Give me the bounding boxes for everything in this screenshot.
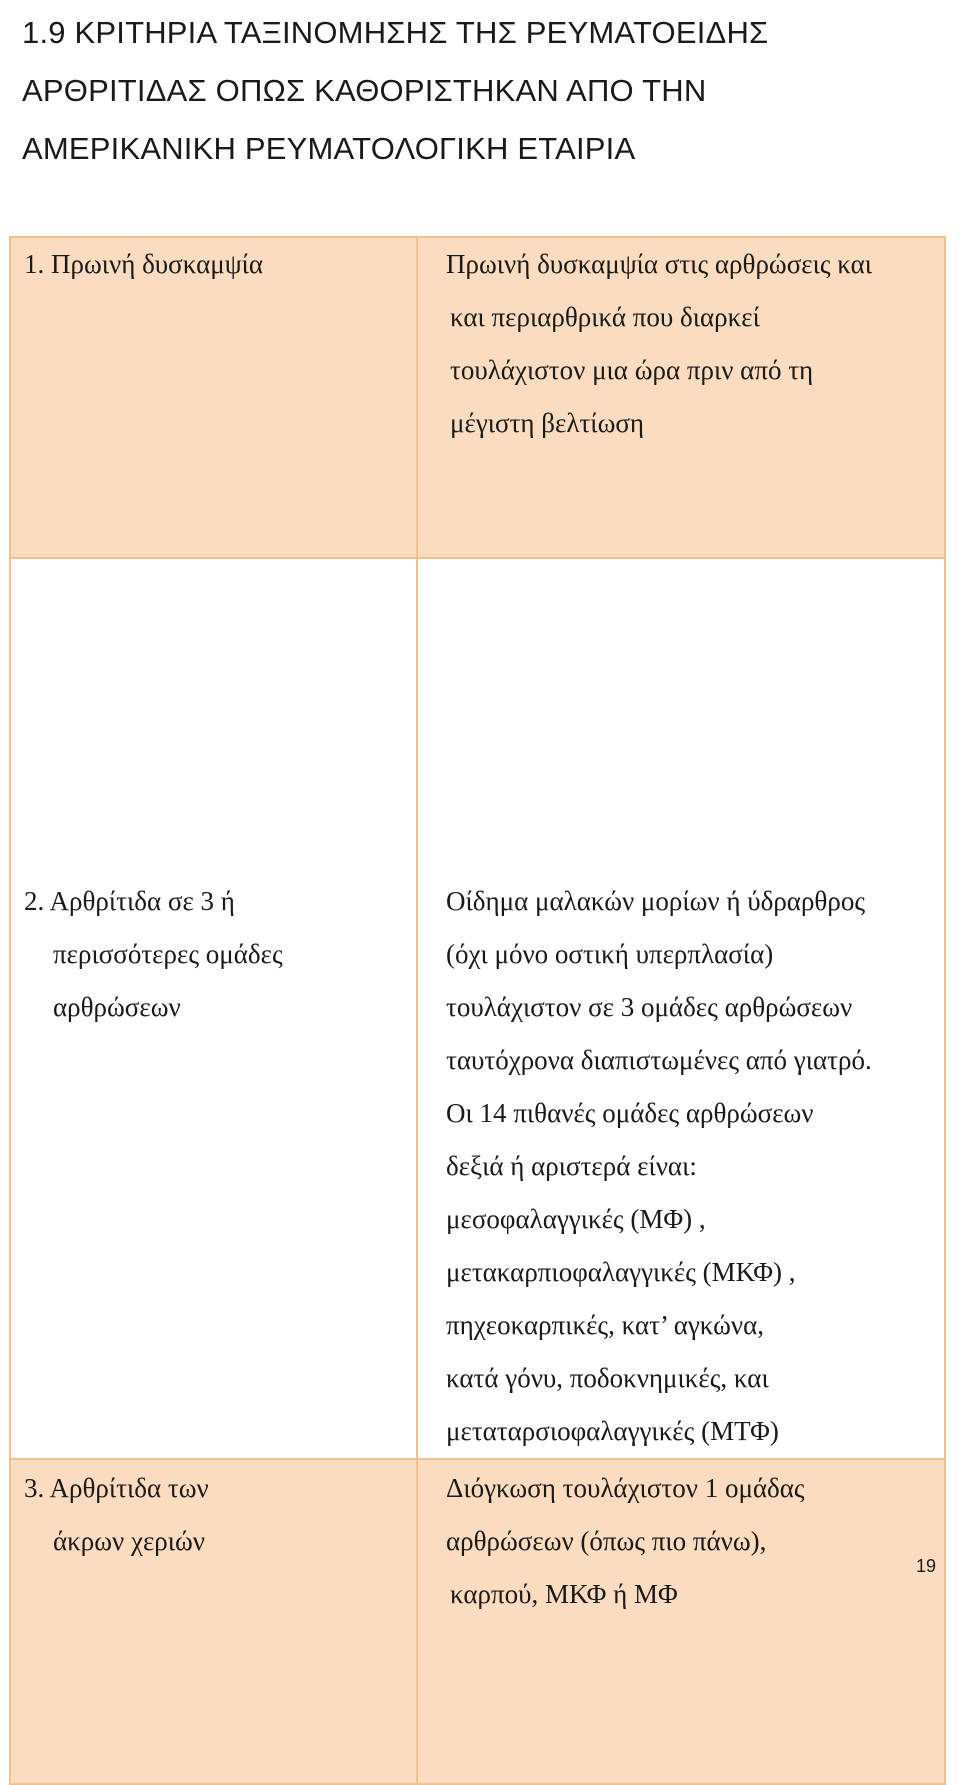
criterion-label-line: 2. Αρθρίτιδα σε 3 ή [24,886,235,916]
criterion-label [11,238,416,291]
criterion-label-cell [10,558,417,1459]
criterion-description-line: κατά γόνυ, ποδοκνημικές, και [446,1363,769,1393]
criterion-row-hand-arthritis [10,1459,945,1784]
criterion-description-line: μεσοφαλαγγικές (ΜΦ) , [446,1204,706,1234]
criterion-description-line: Πρωινή δυσκαμψία στις αρθρώσεις και [446,249,873,279]
title-line-3: ΑΜΕΡΙΚΑΝΙΚΗ ΡΕΥΜΑΤΟΛΟΓΙΚΗ ΕΤΑΙΡΙΑ [22,131,636,166]
title-line-2: ΑΡΘΡΙΤΙΔΑΣ ΟΠΩΣ ΚΑΘΟΡΙΣΤΗΚΑΝ ΑΠΟ ΤΗΝ [22,73,707,108]
criterion-description-line: (όχι μόνο οστική υπερπλασία) [446,939,774,969]
criterion-label [11,1460,416,1568]
criterion-description-line: Διόγκωση τουλάχιστον 1 ομάδας [446,1473,805,1503]
criterion-description-line: μέγιστη βελτίωση [450,408,645,438]
criterion-label-line: 1. Πρωινή δυσκαμψία [24,249,264,279]
criterion-description-line: Οι 14 πιθανές ομάδες αρθρώσεων [446,1098,814,1128]
criteria-table [9,236,946,1785]
criterion-description-cell [417,237,945,558]
criterion-description-line: μεταταρσιοφαλαγγικές (ΜΤΦ) [446,1416,779,1446]
criterion-row-arthritis-3-groups [10,558,945,1459]
criterion-label-cell [10,237,417,558]
criterion-description [418,559,944,1458]
criterion-description-line: αρθρώσεων (όπως πιο πάνω), [446,1526,767,1556]
criterion-description-cell [417,558,945,1459]
criterion-description-line: πηχεοκαρπικές, κατ’ αγκώνα, [446,1310,765,1340]
criterion-label-line: 3. Αρθρίτιδα των [24,1473,209,1503]
criterion-label-line: περισσότερες ομάδες [53,939,283,969]
page-title [22,4,942,178]
criterion-row-morning-stiffness [10,237,945,558]
criterion-description-line: καρπού, ΜΚΦ ή ΜΦ [450,1579,678,1609]
criterion-description-line: τουλάχιστον μια ώρα πριν από τη [450,355,814,385]
criterion-description-line: και περιαρθρικά που διαρκεί [450,302,760,332]
criterion-label-line: αρθρώσεων [53,992,181,1022]
criterion-description-line: δεξιά ή αριστερά είναι: [446,1151,697,1181]
criterion-description-line: τουλάχιστον σε 3 ομάδες αρθρώσεων [446,992,853,1022]
page-number: 19 [915,1556,936,1576]
criterion-description [418,238,944,450]
criterion-description [418,1460,944,1621]
criterion-label-cell [10,1459,417,1784]
criterion-label [11,559,416,1034]
criterion-description-line: Οίδημα μαλακών μορίων ή ύδραρθρος [446,886,866,916]
title-line-1: 1.9 ΚΡΙΤΗΡΙΑ ΤΑΞΙΝΟΜΗΣΗΣ ΤΗΣ ΡΕΥΜΑΤΟΕΙΔΗΣ [22,15,769,50]
criterion-description-line: μετακαρπιοφαλαγγικές (ΜΚΦ) , [446,1257,796,1287]
criterion-label-line: άκρων χεριών [53,1526,205,1556]
criterion-description-cell [417,1459,945,1784]
criterion-description-line: ταυτόχρονα διαπιστωμένες από γιατρό. [446,1045,872,1075]
